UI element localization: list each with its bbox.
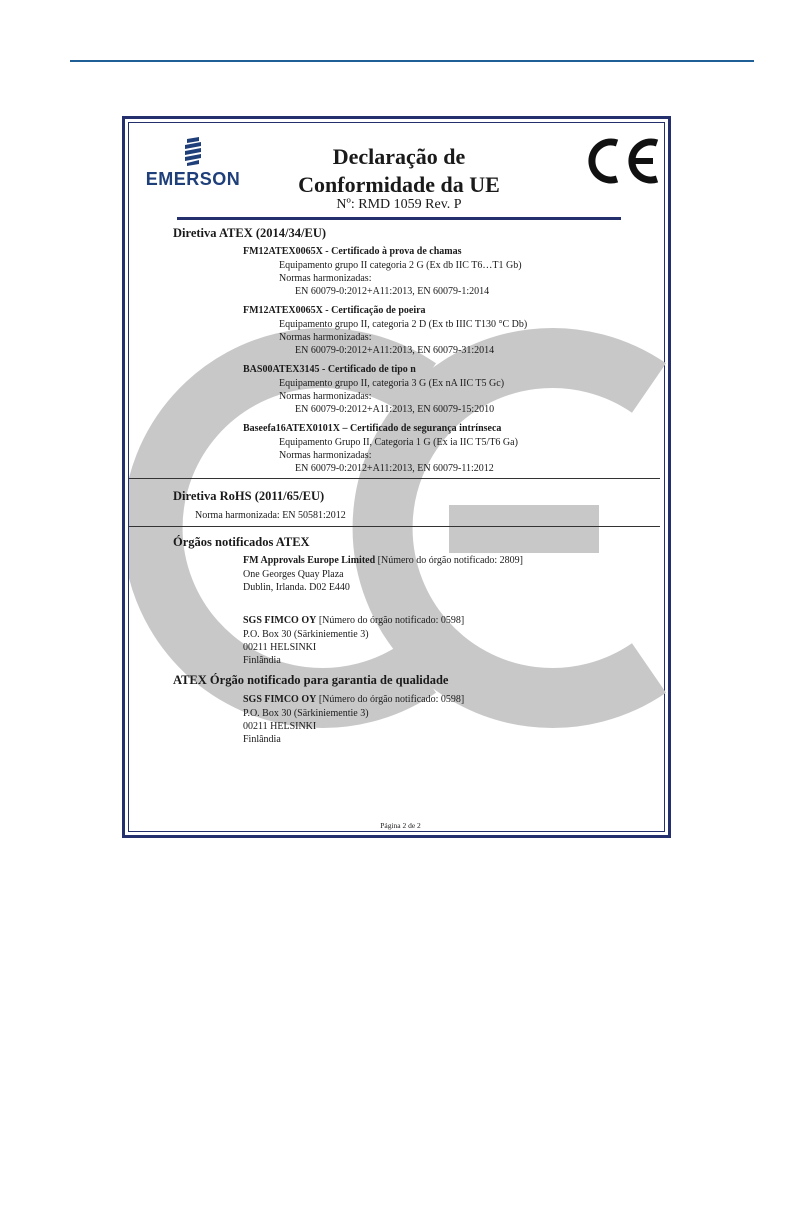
document-inner-frame xyxy=(128,122,665,832)
cert-4-equipment: Equipamento Grupo II, Categoria 1 G (Ex ia IIC T5/T6 Ga) xyxy=(279,437,518,448)
body-2-number: [Número do órgão notificado: 0598] xyxy=(318,615,465,626)
page-footer: Página 2 de 2 xyxy=(380,821,421,830)
quality-body-number: [Número do órgão notificado: 0598] xyxy=(318,694,465,705)
title-line-1: Declaração de xyxy=(332,144,466,169)
quality-address-1: P.O. Box 30 (Särkiniementie 3) xyxy=(243,708,369,719)
rohs-heading: Diretiva RoHS (2011/65/EU) xyxy=(173,489,325,503)
cert-3-title: BAS00ATEX3145 - Certificado de tipo n xyxy=(243,364,416,375)
body-1-line xyxy=(243,554,523,567)
header-rule xyxy=(177,217,621,220)
body-1-address-1: One Georges Quay Plaza xyxy=(243,569,344,580)
section-divider-2 xyxy=(129,526,660,527)
rohs-norm: Norma harmonizada: EN 50581:2012 xyxy=(195,510,346,521)
declaration-document xyxy=(122,116,671,838)
cert-1-norms: EN 60079-0:2012+A11:2013, EN 60079-1:2014 xyxy=(295,286,490,297)
section-divider-1 xyxy=(129,478,660,479)
emerson-logo xyxy=(141,135,245,195)
cert-2-norms: EN 60079-0:2012+A11:2013, EN 60079-31:2014 xyxy=(295,345,495,356)
quality-body-line xyxy=(243,693,464,706)
cert-3-norms-label: Normas harmonizadas: xyxy=(279,391,372,402)
cert-2-title: FM12ATEX0065X - Certificação de poeira xyxy=(243,305,426,316)
body-1-number: [Número do órgão notificado: 2809] xyxy=(377,555,523,566)
document-number: Nº: RMD 1059 Rev. P xyxy=(336,197,462,212)
quality-address-3: Finlândia xyxy=(243,734,281,745)
body-2-line xyxy=(243,614,464,627)
body-2-address-1: P.O. Box 30 (Särkiniementie 3) xyxy=(243,629,369,640)
cert-4-norms-label: Normas harmonizadas: xyxy=(279,450,372,461)
quality-heading: ATEX Órgão notificado para garantia de qualidade xyxy=(173,673,449,687)
body-2-address-2: 00211 HELSINKI xyxy=(243,642,317,653)
cert-4-norms: EN 60079-0:2012+A11:2013, EN 60079-11:2012 xyxy=(295,463,494,474)
atex-heading: Diretiva ATEX (2014/34/EU) xyxy=(173,226,327,240)
emerson-logo-icon xyxy=(141,135,245,169)
body-2-name: SGS FIMCO OY xyxy=(243,615,317,626)
cert-3-norms: EN 60079-0:2012+A11:2013, EN 60079-15:2010 xyxy=(295,404,495,415)
notified-bodies-heading: Órgãos notificados ATEX xyxy=(173,535,310,549)
emerson-logo-text: EMERSON xyxy=(145,169,241,189)
cert-1-equipment: Equipamento grupo II categoria 2 G (Ex db IIC T6…T1 Gb) xyxy=(279,260,522,271)
body-1-address-2: Dublin, Irlanda. D02 E440 xyxy=(243,582,350,593)
cert-4-title: Baseefa16ATEX0101X – Certificado de segurança intrínseca xyxy=(243,423,502,434)
body-2-address-3: Finlândia xyxy=(243,655,281,666)
cert-3-equipment: Equipamento grupo II, categoria 3 G (Ex nA IIC T5 Gc) xyxy=(279,378,505,389)
cert-1-norms-label: Normas harmonizadas: xyxy=(279,273,372,284)
quality-address-2: 00211 HELSINKI xyxy=(243,721,317,732)
document-title xyxy=(269,143,529,199)
body-1-name: FM Approvals Europe Limited xyxy=(243,555,376,566)
page-top-rule xyxy=(70,60,754,62)
quality-body-name: SGS FIMCO OY xyxy=(243,694,317,705)
cert-2-equipment: Equipamento grupo II, categoria 2 D (Ex tb IIIC T130 °C Db) xyxy=(279,319,528,330)
title-line-2: Conformidade da UE xyxy=(298,172,500,197)
ce-mark-icon xyxy=(587,135,663,187)
cert-1-title: FM12ATEX0065X - Certificado à prova de chamas xyxy=(243,246,462,257)
cert-2-norms-label: Normas harmonizadas: xyxy=(279,332,372,343)
